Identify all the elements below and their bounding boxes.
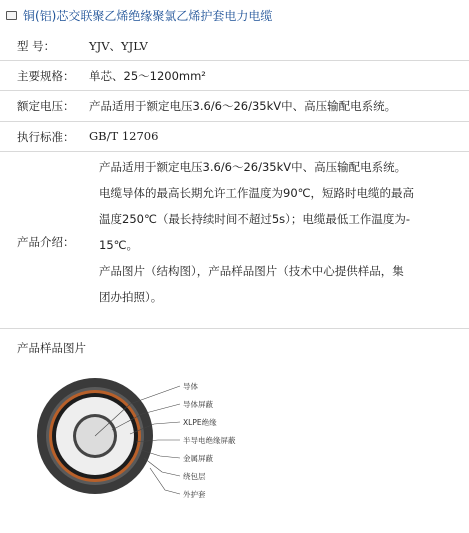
spec-label: 额定电压： xyxy=(17,99,75,113)
intro-text xyxy=(99,154,454,310)
diagram-label-insulation-screen: 半导电绝缘屏蔽 xyxy=(183,436,236,445)
intro-line: 团办拍照）。 xyxy=(99,290,163,304)
diagram-label-outer-sheath: 外护套 xyxy=(183,490,206,499)
cable-structure-diagram xyxy=(20,368,280,513)
sample-images-title: 产品样品图片 xyxy=(17,341,86,355)
product-title-text[interactable]: 铜(铝)芯交联聚乙烯绝缘聚氯乙烯护套电力电缆 xyxy=(23,8,273,23)
intro-line: 产品适用于额定电压3.6/6～26/35kV中、高压输配电系统。 xyxy=(99,160,407,174)
spec-label: 主要规格： xyxy=(17,69,75,83)
spec-value: GB/T 12706 xyxy=(89,129,159,143)
intro-line: 电缆导体的最高长期允许工作温度为90℃，短路时电缆的最高 xyxy=(99,186,415,200)
spec-row-model xyxy=(0,30,469,61)
spec-row-standard xyxy=(0,121,469,152)
intro-line: 产品图片（结构图），产品样品图片（技术中心提供样品，集 xyxy=(99,264,404,278)
diagram-label-conductor: 导体 xyxy=(183,382,198,391)
diagram-label-metal-shield: 金属屏蔽 xyxy=(183,454,213,463)
product-title[interactable] xyxy=(6,6,272,24)
diagram-label-wrapping: 绕包层 xyxy=(183,472,206,481)
spec-label: 执行标准： xyxy=(17,130,75,144)
intro-line: 15℃。 xyxy=(99,238,139,252)
spec-label: 型 号： xyxy=(17,39,56,53)
spec-row-voltage xyxy=(0,90,469,122)
spec-value: 产品适用于额定电压3.6/6～26/35kV中、高压输配电系统。 xyxy=(89,99,397,113)
spec-value: YJV、YJLV xyxy=(89,39,148,53)
intro-line: 温度250℃（最长持续时间不超过5s）；电缆最低工作温度为- xyxy=(99,212,411,226)
intro-label: 产品介绍： xyxy=(17,235,75,249)
diagram-label-xlpe: XLPE绝缘 xyxy=(183,418,217,427)
diagram-label-conductor-screen: 导体屏蔽 xyxy=(183,400,213,409)
spec-value: 单芯、25～1200mm² xyxy=(89,69,206,83)
spec-row-size xyxy=(0,60,469,91)
checkbox-icon xyxy=(6,11,17,20)
